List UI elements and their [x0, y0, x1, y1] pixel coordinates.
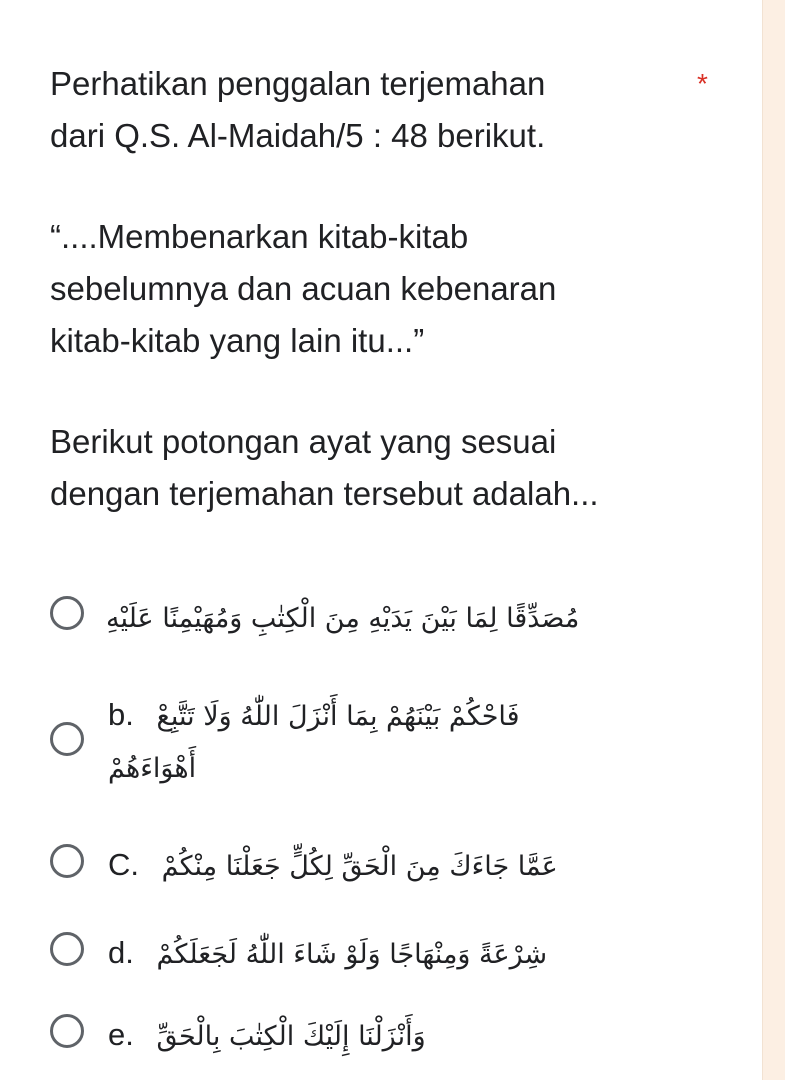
option-letter: b.	[108, 697, 134, 732]
option-arabic-text: فَاحْكُمْ بَيْنَهُمْ بِمَا أَنْزَلَ اللّٰهُ وَلَا تَتَّبِعْ	[156, 701, 520, 732]
prompt-line: dengan terjemahan tersebut adalah...	[50, 475, 599, 512]
quote-line: kitab-kitab yang lain itu...”	[50, 322, 425, 359]
quote-line: sebelumnya dan acuan kebenaran	[50, 270, 557, 307]
question-line: dari Q.S. Al-Maidah/5 : 48 berikut.	[50, 117, 546, 154]
option-arabic-text: وَأَنْزَلْنَا إِلَيْكَ الْكِتٰبَ بِالْحَقِّ	[156, 1021, 426, 1052]
option-label[interactable]	[106, 592, 666, 644]
question-text	[50, 58, 690, 520]
side-panel-strip	[762, 0, 785, 1080]
radio-button[interactable]	[50, 596, 84, 630]
question-line: Perhatikan penggalan terjemahan	[50, 65, 546, 102]
prompt-block	[50, 416, 690, 520]
option-arabic-text-wrap: أَهْوَاءَهُمْ	[108, 753, 197, 784]
required-asterisk: *	[697, 68, 708, 99]
radio-button[interactable]	[50, 1014, 84, 1048]
option-letter: C.	[108, 847, 139, 882]
option-arabic-text: عَمَّا جَاءَكَ مِنَ الْحَقِّ لِكُلٍّ جَعَلْنَا مِنْكُمْ	[161, 851, 558, 882]
option-arabic-text: شِرْعَةً وَمِنْهَاجًا وَلَوْ شَاءَ اللّٰهُ لَجَعَلَكُمْ	[156, 939, 548, 970]
radio-button[interactable]	[50, 722, 84, 756]
option-label[interactable]	[108, 840, 668, 892]
prompt-line: Berikut potongan ayat yang sesuai	[50, 423, 557, 460]
option-letter: d.	[108, 935, 134, 970]
option-b[interactable]	[50, 692, 668, 792]
option-label[interactable]	[108, 692, 668, 792]
option-label[interactable]	[108, 928, 668, 980]
quote-block	[50, 211, 690, 367]
radio-button[interactable]	[50, 844, 84, 878]
option-arabic-text: مُصَدِّقًا لِمَا بَيْنَ يَدَيْهِ مِنَ الْكِتٰبِ وَمُهَيْمِنًا عَلَيْهِ	[106, 603, 580, 634]
option-letter: e.	[108, 1017, 134, 1052]
option-label[interactable]	[108, 1010, 668, 1062]
radio-button[interactable]	[50, 932, 84, 966]
quote-line: “....Membenarkan kitab-kitab	[50, 218, 469, 255]
option-c[interactable]	[50, 840, 668, 892]
option-d[interactable]	[50, 928, 668, 980]
option-a[interactable]	[50, 592, 666, 644]
option-e[interactable]	[50, 1010, 668, 1062]
